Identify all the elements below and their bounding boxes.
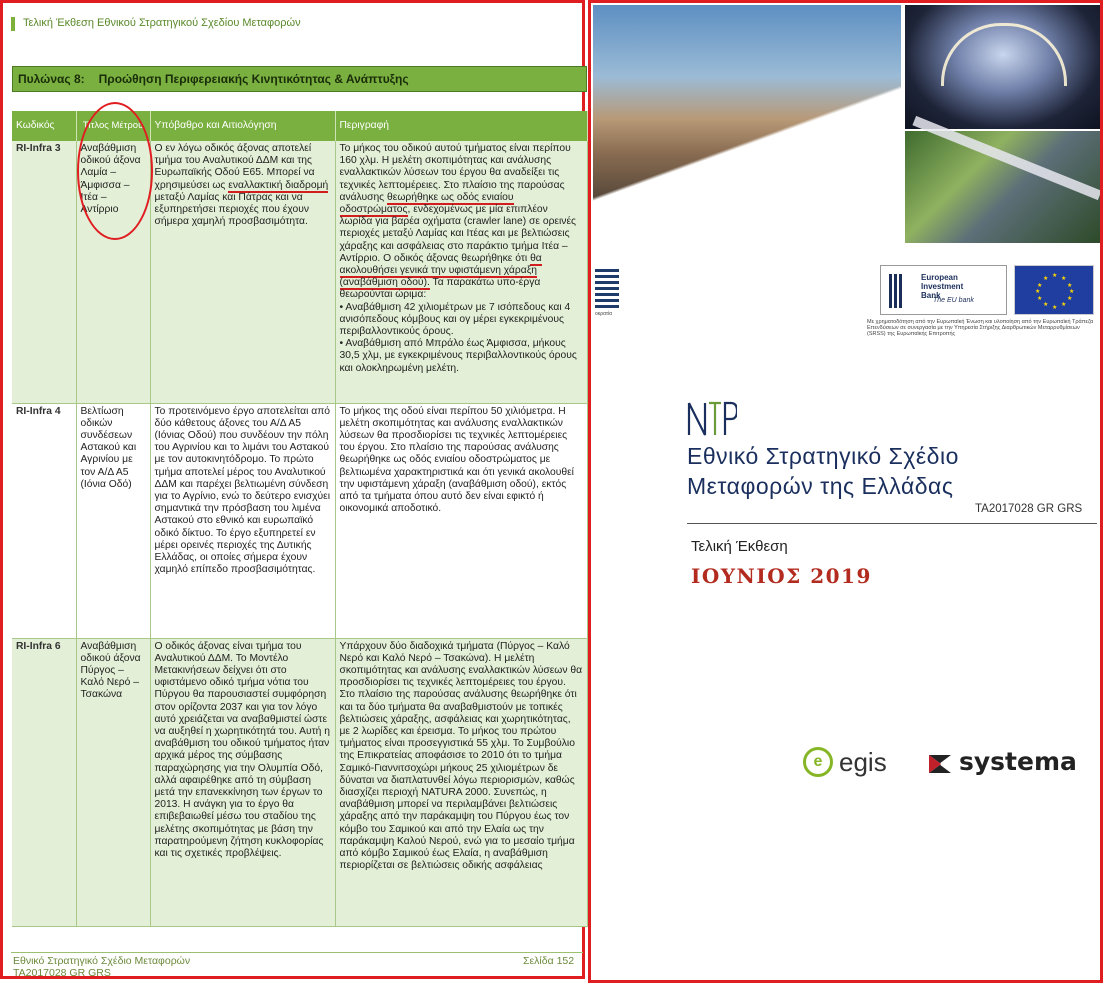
measure-code: RI-Infra 4 — [12, 403, 76, 638]
cover-divider — [687, 523, 1097, 524]
measure-code: RI-Infra 3 — [12, 141, 76, 403]
cover-title-line1: Εθνικό Στρατηγικό Σχέδιο — [687, 443, 959, 469]
eib-logo — [880, 265, 1007, 315]
measure-background — [150, 141, 335, 403]
systema-logo-text: systema — [959, 747, 1077, 776]
eib-mark-icon — [889, 274, 903, 308]
cover-doc-code: TA2017028 GR GRS — [975, 503, 1083, 515]
stripes-label: οκρατία — [595, 311, 612, 317]
eib-line: Bank — [921, 291, 941, 300]
cover-title-line2: Μεταφορών της Ελλάδας — [687, 473, 954, 499]
funding-disclaimer: Με χρηματοδότηση από την Ευρωπαϊκή Ένωση και υλοποίηση από την Ευρωπαϊκή Τράπεζα Επενδύσεων σε συνεργασία με την Υπηρεσία Στήριξης Διαρθρωτικών Μεταρρυθμίσεων (SRSS) της Ευρωπαϊκής Επιτροπής — [867, 319, 1094, 337]
underlined-phrase: θεωρήθηκε ως οδός ενιαίου οδοστρώματος — [339, 191, 514, 216]
report-cover-right — [588, 0, 1103, 983]
measure-title: Αναβάθμιση οδικού άξονα Λαμία – Άμφισσα – Ιτέα – Αντίρριο — [76, 141, 150, 403]
text-run: Ο εν λόγω οδικός άξονας αποτελεί τμήμα του Αναλυτικού ΔΔΜ και της Ευρωπαϊκής Οδού Ε65. Μπορεί να χρησιμεύσει ως — [154, 143, 315, 191]
measure-code: RI-Infra 6 — [12, 638, 76, 926]
eib-line: Investment — [921, 282, 964, 291]
col-header-code: Κωδικός — [12, 111, 76, 141]
text-run: , ενδεχομένως με μία επιπλέον λωρίδα για βαρέα οχήματα (crawler lane) σε ορεινές περιοχές μεταξύ Λαμίας και Ιτέας και με βελτιώσεις χάραξης και ασφάλειας στο παράκτιο τμήμα Ιτέα – Αντίρριο. Ο οδικός άξονας θεωρήθηκε ότι — [339, 204, 577, 264]
footer-doc-code: TA2017028 GR GRS — [13, 967, 111, 979]
measure-description: Το μήκος της οδού είναι περίπου 50 χιλιόμετρα. Η μελέτη σκοπιμότητας και ανάλυσης εναλλακτικών λύσεων θα προσδιορίσει τις τεχνικές λεπτομέρειες του έργου. Στο πλαίσιο της παρούσας ανάλυσης θεωρήθηκε ως οδός ενιαίου οδοστρώματος με βελτιωμένα χαρακτηριστικά και ότι γενικά ακολουθεί την υφιστάμενη χάραξη (αναβάθμιση οδού), εκτός από τα τμήματα όπου αυτό δεν είναι εφικτό ή οικονομικά αποδοτικό. — [335, 403, 587, 638]
table-row — [12, 638, 587, 926]
egis-logo-text: egis — [839, 747, 887, 777]
systema-mark-icon — [925, 751, 955, 777]
measure-title: Βελτίωση οδικών συνδέσεων Αστακού και Αγρινίου με τον Α/Δ Α5 (Ιόνια Οδό) — [76, 403, 150, 638]
col-header-background: Υπόβαθρο και Αιτιολόγηση — [150, 111, 335, 141]
list-item: • Αναβάθμιση από Μπράλο έως Άμφισσα, μήκους 30,5 χλμ, με εγκεκριμένους περιβαλλοντικούς όρους και ολοκληρωμένη μελέτη. — [339, 338, 577, 374]
measure-title: Αναβάθμιση οδικού άξονα Πύργος – Καλό Νερό – Τσακώνα — [76, 638, 150, 926]
underlined-phrase: εναλλακτική διαδρομή — [228, 179, 329, 191]
text-run: Τα παρακάτω υπο-έργα θεωρούνται ώριμα: — [339, 277, 541, 301]
measure-description: Υπάρχουν δύο διαδοχικά τμήματα (Πύργος – Καλό Νερό και Καλό Νερό – Τσακώνα). Η μελέτη σκοπιμότητας και ανάλυσης εναλλακτικών λύσεων θα προσδιορίσει τις τεχνικές λεπτομέρειες του έργου. Στο πλαίσιο της παρούσας ανάλυσης θεωρήθηκε ότι και τα δύο τμήματα θα αναβαθμιστούν με τοπικές βελτιώσεις χάραξης, ασφάλειας και χωρητικότητας, με 2 λωρίδες και έρεισμα. Το μήκος του πρώτου τμήματος είναι προσεγγιστικά 55 χλμ. Το Συμβούλιο της Επικρατείας αποφάσισε το 2010 ότι το τμήμα Σαμικό-Γιαννιτσοχώρι μήκους 25 χιλιομέτρων δε δύναται να διαπλατυνθεί λόγω περιορισμών, καθώς διασχίζει περιοχή NATURA 2000. Συνεπώς, η αναβάθμιση μπορεί να περιλαμβάνει βελτιώσεις χάραξης από την παράκαμψη του Πύργου έως τον κόμβο του Σαμικού και από την Ελαία ως την παράκαμψη Καλού Νερού, ενώ για το μεσαίο τμήμα από κόμβο Σαμικού έως Ελαία, η αναβάθμιση περιορίζεται σε βελτιώσεις οδικής ασφάλειας — [335, 638, 587, 926]
cover-date: ΙΟΥΝΙΟΣ 2019 — [691, 564, 872, 588]
eu-flag-logo — [1014, 265, 1094, 315]
text-run: Το μήκος του οδικού αυτού τμήματος είναι περίπου 160 χλμ. Η μελέτη σκοπιμότητας και ανάλυσης εναλλακτικών λύσεων του έργου θα αναδείξει τις τεχνικές λεπτομέρειες. Στο πλαίσιο της παρούσας ανάλυσης — [339, 143, 571, 203]
bullet-list — [340, 302, 583, 375]
footer-doc-title: Εθνικό Στρατηγικό Σχέδιο Μεταφορών — [13, 955, 191, 967]
footer-page-number: Σελίδα 152 — [523, 955, 575, 967]
page-header: Τελική Έκθεση Εθνικού Στρατηγικού Σχεδίου Μεταφορών — [23, 17, 301, 29]
eu-stars-icon: ★ ★ ★ ★ ★ ★ ★ ★ ★ ★ ★ ★ — [1035, 273, 1075, 311]
text-run: μεταξύ Λαμίας και Πάτρας και να εξυπηρετήσει περιοχές που έχουν σήμερα χαμηλή προσβασιμότητα. — [154, 191, 310, 228]
measure-background: Το προτεινόμενο έργο αποτελείται από δύο κάθετους άξονες του Α/Δ Α5 (Ιόνιας Οδού) που συνδέουν την πόλη του Αγρινίου και το λιμάνι του Αστακού με τον αυτοκινητόδρομο. Το πρώτο τμήμα αποτελεί μέρος του Αναλυτικού ΔΔΜ και παρέχει βελτιωμένη σύνδεση για το Αγρίνιο, ενώ το δεύτερο ενισχύει σημαντικά την πρόσβαση του λιμένα Αστακού στο εθνικό και ευρωπαϊκό οδικό δίκτυο. Το έργο εξυπηρετεί εν μέρει ορεινές περιοχές της Δυτικής Ελλάδας, οι οποίες σήμερα έχουν χαμηλό επίπεδο προσβασιμότητας. — [150, 403, 335, 638]
greek-flag-stripes — [595, 269, 619, 311]
pillar-label: Πυλώνας 8: — [18, 72, 85, 86]
eib-tagline: The EU bank — [933, 297, 974, 304]
pillar-title: Προώθηση Περιφερειακής Κινητικότητας & Ανάπτυξης — [98, 72, 409, 86]
table-row — [12, 403, 587, 638]
list-item: • Αναβάθμιση 42 χιλιομέτρων με 7 ισόπεδους και 4 ανισόπεδους κόμβους και ογ μέρει εγκεκριμένους περιβαλλοντικούς όρους. — [339, 301, 571, 338]
col-header-title: Τίτλος Μέτρου — [76, 111, 150, 141]
eib-line: European — [921, 273, 958, 282]
footer-divider — [11, 952, 583, 953]
cover-report-type: Τελική Έκθεση — [691, 538, 788, 555]
header-accent-bar — [11, 17, 15, 31]
measure-description — [335, 141, 587, 403]
port-photo — [593, 5, 901, 243]
egis-e-icon: e — [803, 747, 833, 777]
nsp-logo-icon — [687, 401, 737, 437]
eib-name — [921, 273, 963, 300]
pillar-heading — [12, 66, 587, 92]
measure-background: Ο οδικός άξονας είναι τμήμα του Αναλυτικού ΔΔΜ. Το Μοντέλο Μετακινήσεων δείχνει ότι στο υφιστάμενο οδικό τμήμα νότια του Πύργου θα παρουσιαστεί συμφόρηση στον ορίζοντα 2037 και για τον λόγο αυτό χρειάζεται να αναβαθμιστεί ώστε να αυξηθεί η χωρητικότητά του. Αυτή η αναβάθμιση του οδικού τμήματος ήταν αρχικά μέρος της σύμβασης παραχώρησης για την Ολυμπία Οδό, αλλά αφαιρέθηκε από τη σύμβαση μετά την επανεκκίνηση των έργων το 2013. Η ανάγκη για το έργο θα επιβεβαιωθεί μέσω του σταδίου της μελέτης σκοπιμότητας με βάση την παρατηρούμενη ζήτηση κυκλοφορίας και τις σχετικές προβλέψεις. — [150, 638, 335, 926]
underlined-phrase: θα ακολουθήσει γενικά την υφιστάμενη χάραξη (αναβάθμιση οδού). — [339, 252, 542, 289]
col-header-description: Περιγραφή — [335, 111, 587, 141]
red-circle-annotation — [77, 102, 153, 240]
